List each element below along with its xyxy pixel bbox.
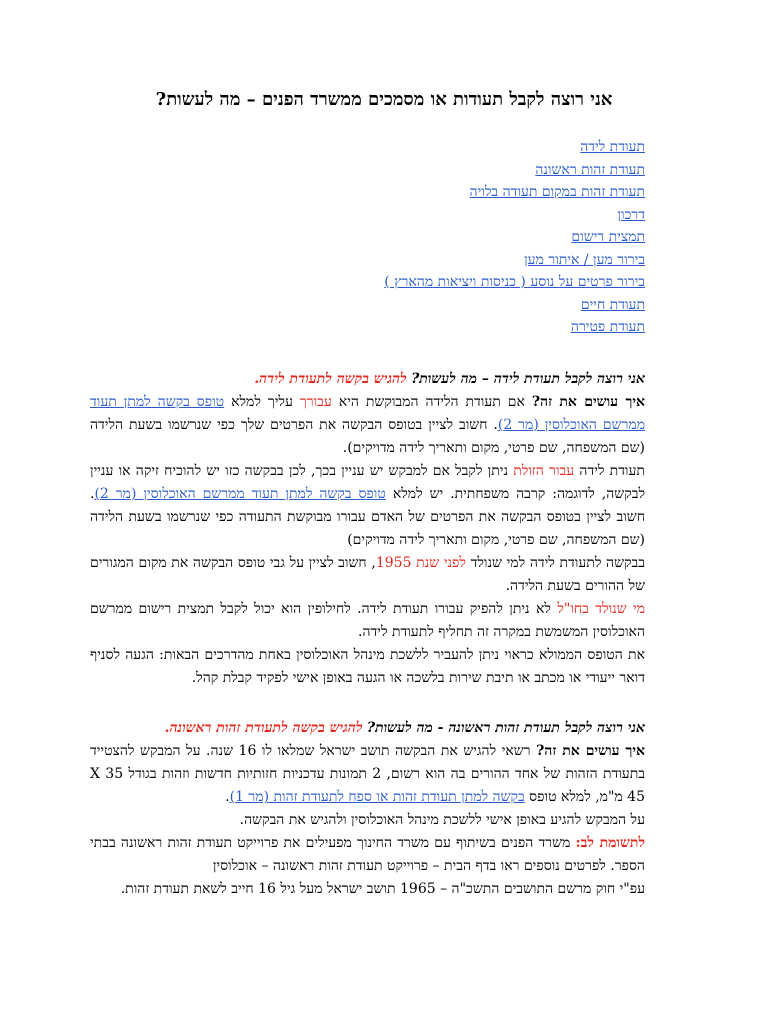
paragraph <box>90 552 645 598</box>
how-label: איך עושים את זה? <box>536 743 646 759</box>
page-title: אני רוצה לקבל תעודות או מסמכים ממשרד הפנים – מה לעשות? <box>155 89 613 110</box>
paragraph <box>90 460 645 552</box>
toc-item[interactable] <box>123 249 645 272</box>
toc-link-worn-id[interactable]: תעודת זהות במקום תעודה בלויה <box>469 184 645 200</box>
toc-link-death-certificate[interactable]: תעודת פטירה <box>570 319 645 335</box>
section-first-id <box>90 717 645 901</box>
text: משרד הפנים בשיתוף עם משרד החינוך מפעילים את פרוייקט תעודת זהות ראשונה בבתי הספר. לפרטים נוספים ראו בדף הבית – פרוייקט תעודת זהות ראשונה – אוכלוסין <box>90 835 645 874</box>
text: לא ניתן להפיק עבורו תעודת לידה. לחילופין הוא יכול לקבל תמצית רישום ממרשם האוכלוסין המשמשת במקרה זה תחליף לתעודת לידה. <box>90 601 645 640</box>
section-answer: להגיש בקשה לתעודת זהות ראשונה. <box>164 720 363 736</box>
toc-item[interactable] <box>123 136 645 159</box>
toc-link-registry-extract[interactable]: תמצית רישום <box>571 229 645 245</box>
paragraph <box>90 832 645 878</box>
text: . <box>225 789 230 805</box>
toc-item[interactable] <box>123 294 645 317</box>
text: , חשוב לציין על גבי טופס הבקשה את מקום המגורים של ההורים בשעת הלידה. <box>90 555 645 594</box>
paragraph <box>90 391 645 460</box>
text: בבקשה לתעודת לידה למי שנולד <box>465 555 645 571</box>
toc-item[interactable] <box>123 181 645 204</box>
toc-item[interactable] <box>123 316 645 339</box>
toc-link-birth-certificate[interactable]: תעודת לידה <box>580 139 645 155</box>
text: ניתן לקבל אם למבקש יש עניין בכך, לכן בבקשה כזו יש להוכיח זיקה או עניין לבקשה, לדוגמה: קרבה משפחתית. יש למלא <box>90 463 645 502</box>
text: . חשוב לציין בטופס הבקשה את הפרטים של האדם עבורו מבוקשת התעודה כפי שנרשמו בשעת הלידה (שם המשפחה, שם פרטי, מקום ותאריך לידה מדויקים) <box>90 486 645 548</box>
paragraph: עפ"י חוק מרשם התושבים התשכ"ה – 1965 תושב ישראל מעל גיל 16 חייב לשאת תעודת זהות. <box>120 881 645 897</box>
toc-link-first-id[interactable]: תעודת זהות ראשונה <box>535 161 645 178</box>
attention-label: לתשומת לב: <box>575 835 645 851</box>
section-birth-certificate <box>90 368 645 690</box>
toc-link-travel-details[interactable]: בירור פרטים על נוסע ( כניסות ויציאות מהארץ ) <box>384 274 645 290</box>
form-link-mr2[interactable]: טופס בקשה למתן תעוד ממרשם האוכלוסין (מר 2) <box>90 394 645 433</box>
highlight: עבורך <box>299 394 332 410</box>
highlight: לפני שנת 1955 <box>375 555 466 571</box>
paragraph <box>90 740 645 809</box>
form-link-mr2[interactable]: טופס בקשה למתן תעוד ממרשם האוכלוסין (מר 2) <box>94 486 386 502</box>
section-heading <box>90 368 645 391</box>
toc-link-life-certificate[interactable]: תעודת חיים <box>580 296 645 313</box>
section-answer: להגיש בקשה לתעודת לידה. <box>254 371 407 387</box>
text: תעודת לידה <box>574 463 645 479</box>
section-question: אני רוצה לקבל תעודת זהות ראשונה - מה לעשות? <box>366 720 645 736</box>
paragraph <box>90 598 645 644</box>
text: רשאי להגיש את הבקשה תושב ישראל שמלאו לו 16 שנה. על המבקש להצטייד בתעודת הזהות של אחד ההורים בה הוא רשום, 2 תמונות עדכניות חזותיות חדשות וזהות בגודל 35 X 45 מ"מ, למלא טופס <box>90 743 645 805</box>
toc-link-passport[interactable]: דרכון <box>617 206 645 223</box>
toc-item[interactable] <box>123 204 645 227</box>
how-label: איך עושים את זה? <box>531 394 646 410</box>
paragraph: את הטופס הממולא כראוי ניתן להעביר ללשכת מינהל האוכלוסין באחת מהדרכים הבאות: הגעה לסניף דואר ייעודי או מכתב או תיבת שירות בלשכה או הגעה באופן אישי לפקיד קבלת קהל. <box>90 647 645 686</box>
paragraph: על המבקש להגיע באופן אישי ללשכת מינהל האוכלוסין ולהגיש את הבקשה. <box>239 812 645 828</box>
toc-link-address-lookup[interactable]: בירור מען / איתור מען <box>524 251 645 268</box>
highlight: עבור הזולת <box>513 463 575 479</box>
section-heading <box>90 717 645 740</box>
text: אם תעודת הלידה המבוקשת היא <box>331 394 532 410</box>
toc-item[interactable] <box>123 159 645 182</box>
highlight: מי שנולד בחו"ל <box>557 601 645 617</box>
toc-item[interactable] <box>123 271 645 294</box>
table-of-contents <box>123 136 645 339</box>
text: עליך למלא <box>224 394 300 410</box>
section-question: אני רוצה לקבל תעודת לידה – מה לעשות? <box>411 371 645 387</box>
form-link-mr1[interactable]: בקשה למתן תעודת זהות או ספח לתעודת זהות (מר 1) <box>229 789 525 805</box>
text: . חשוב לציין בטופס הבקשה את הפרטים שלך כפי שנרשמו בשעת הלידה (שם המשפחה, שם פרטי, מקום ותאריך לידה מדויקים). <box>90 417 645 456</box>
toc-item[interactable] <box>123 226 645 249</box>
